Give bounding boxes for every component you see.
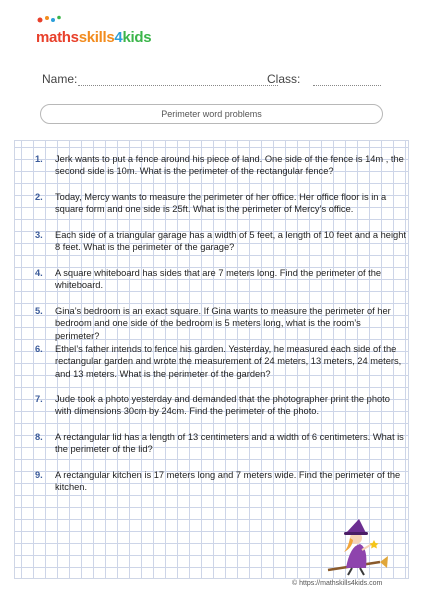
problem-text: A rectangular kitchen is 17 meters long and 7 meters wide. Find the perimeter of the kitchen. bbox=[55, 470, 401, 493]
problem-text: Gina’s bedroom is an exact square. If Gina wants to measure the perimeter of her bedroom and one side of the bedroom is 5 meters long, what is the room’s perimeter? bbox=[55, 306, 391, 341]
site-logo[interactable] bbox=[36, 22, 151, 52]
problem-number: 7. bbox=[35, 394, 43, 404]
class-field-line bbox=[313, 85, 381, 86]
problem-number: 6. bbox=[35, 344, 43, 354]
name-field-line bbox=[78, 85, 278, 86]
problem-number: 9. bbox=[35, 470, 43, 480]
problem-text: Each side of a triangular garage has a width of 5 feet, a length of 10 feet and a height 8 feet. What is the perimeter of the garage? bbox=[55, 230, 406, 253]
problem-number: 8. bbox=[35, 432, 43, 442]
problem-text: A square whiteboard has sides that are 7 meters long. Find the perimeter of the whiteboard. bbox=[55, 268, 382, 291]
problem-text: Jude took a photo yesterday and demanded that the photographer print the photo with dimensions 30cm by 24cm. Find the perimeter of the photo. bbox=[55, 394, 390, 417]
problem-number: 3. bbox=[35, 230, 43, 240]
worksheet-title: Perimeter word problems bbox=[40, 104, 383, 124]
problem-text: Ethel’s father intends to fence his garden. Yesterday, he measured each side of the rectangular garden and wrote the measurement of 24 meters, 13 meters, 24 meters, and 13 meters. What is the perimeter of the garden? bbox=[55, 344, 402, 379]
problem-text: A rectangular lid has a length of 13 centimeters and a width of 6 centimeters. What is the perimeter of the lid? bbox=[55, 432, 404, 455]
class-label: Class: bbox=[267, 72, 301, 86]
copyright-footer[interactable]: © https://mathskills4kids.com bbox=[292, 580, 383, 587]
witch-on-broom-icon bbox=[326, 518, 388, 578]
logo-text: mathsskills4kids bbox=[36, 28, 152, 46]
problem-number: 2. bbox=[35, 192, 43, 202]
problem-number: 1. bbox=[35, 154, 43, 164]
problem-number: 5. bbox=[35, 306, 43, 316]
problem-text: Today, Mercy wants to measure the perimeter of her office. Her office floor is in a square form and one side is 25ft. What is the perimeter of Mercy’s office. bbox=[55, 192, 387, 215]
problems-grid-panel bbox=[14, 140, 409, 579]
logo-dots-icon bbox=[36, 14, 96, 24]
name-label: Name: bbox=[42, 72, 78, 86]
problem-number: 4. bbox=[35, 268, 43, 278]
problem-text: Jerk wants to put a fence around his piece of land. One side of the fence is 14m , the second side is 10m. What is the perimeter of the rectangular fence? bbox=[55, 154, 404, 177]
